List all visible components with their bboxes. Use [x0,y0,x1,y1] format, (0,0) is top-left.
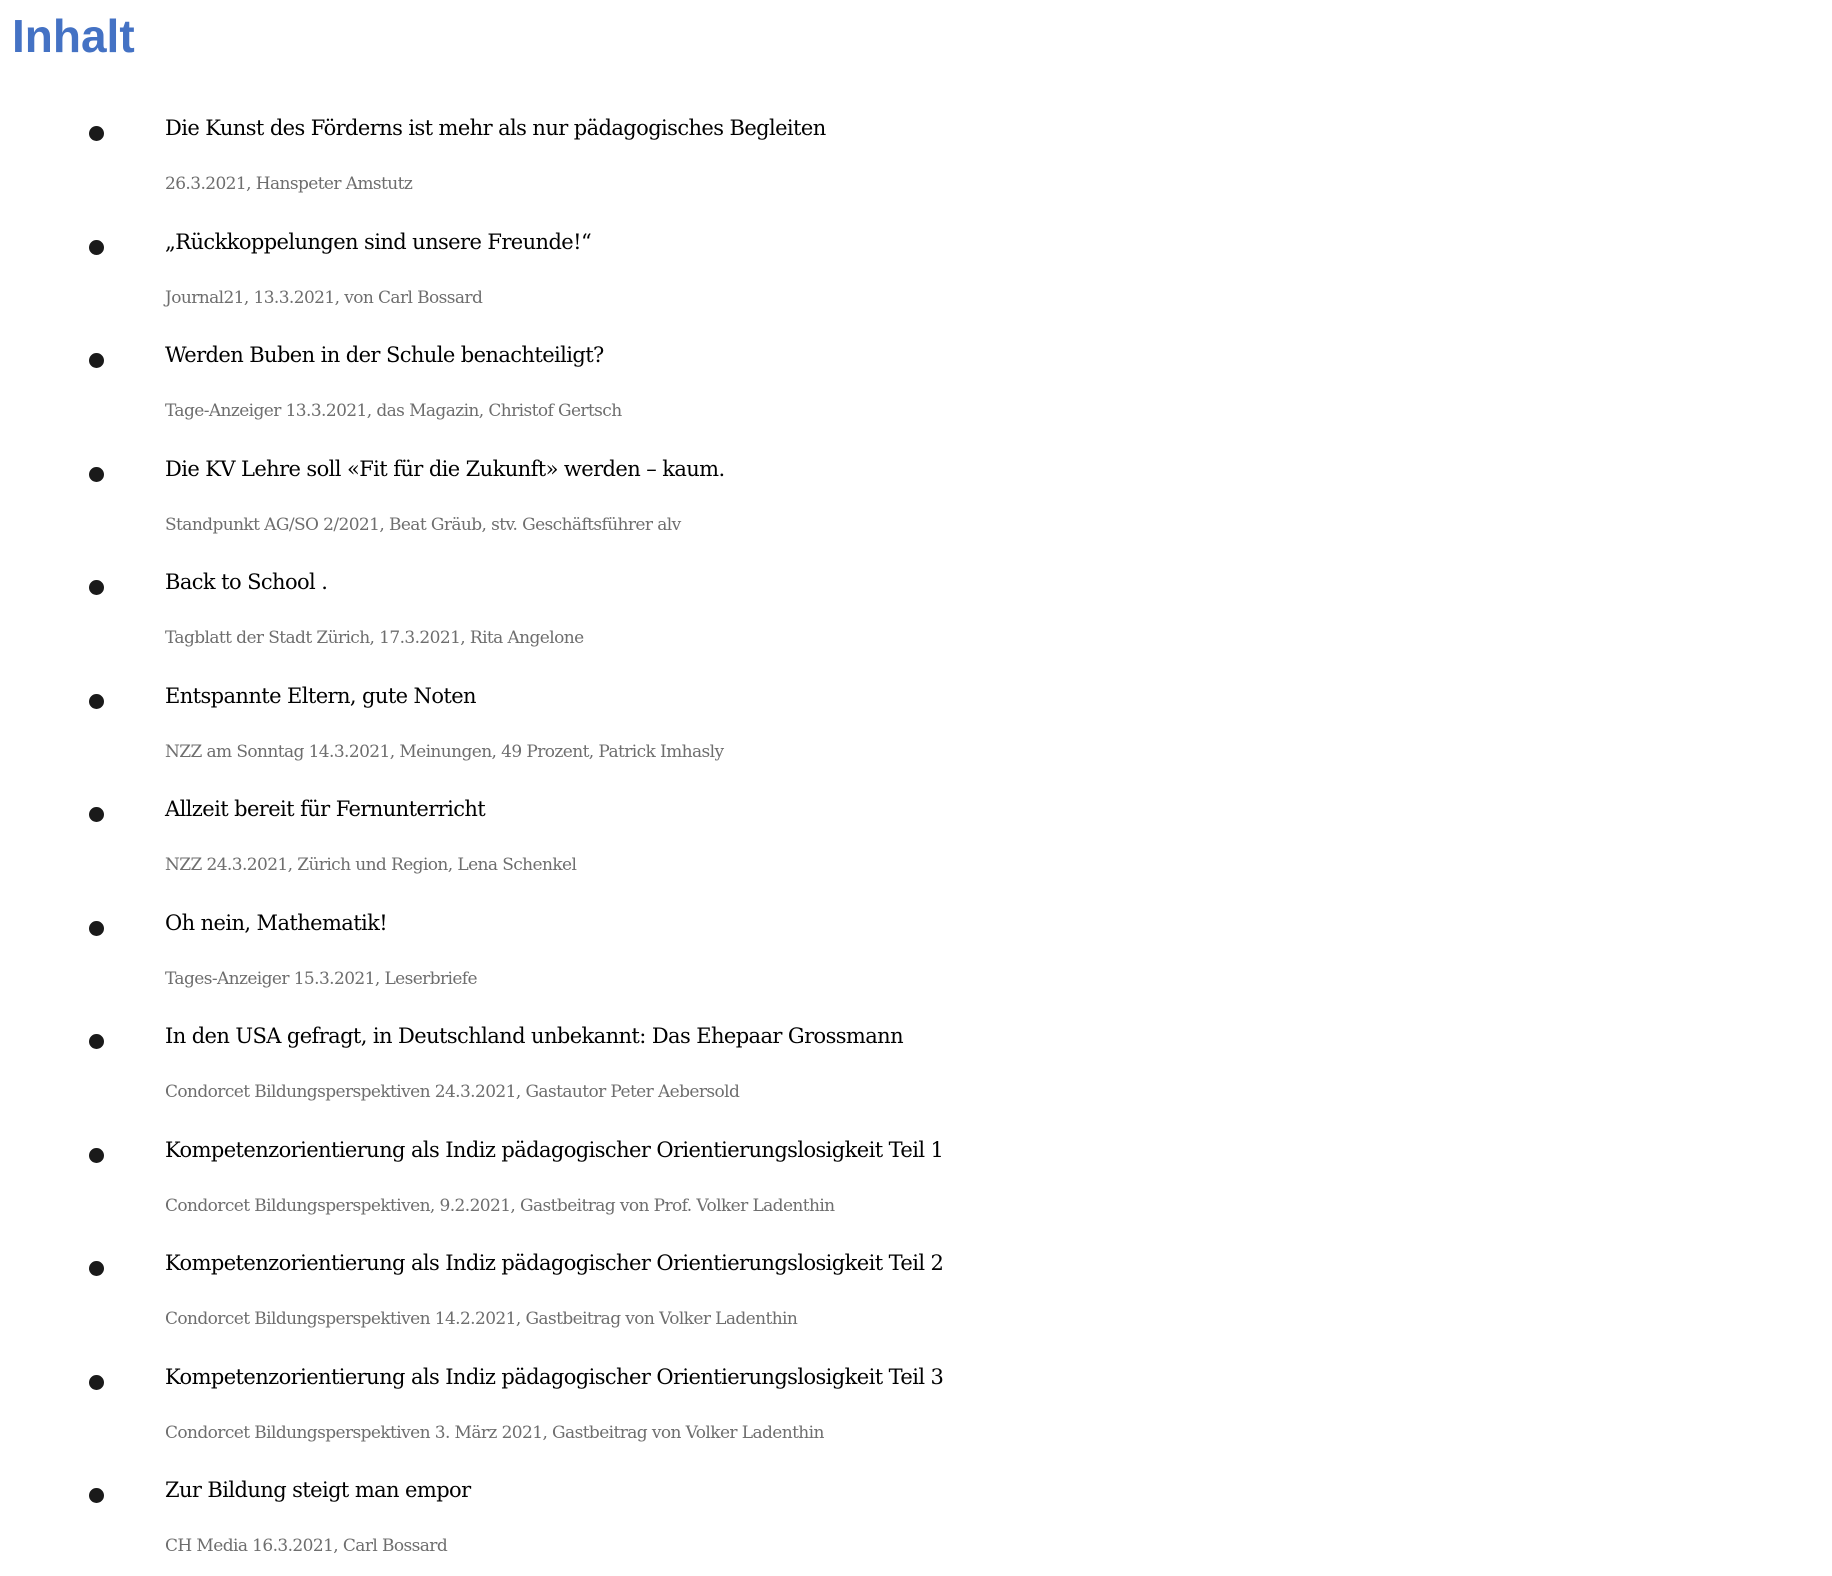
toc-item-title[interactable]: „Rückkoppelungen sind unsere Freunde!“ [165,229,592,254]
toc-item[interactable] [0,214,1832,328]
bullet-icon [89,467,104,482]
toc-list [0,100,1832,1576]
bullet-icon [89,1148,104,1163]
toc-item[interactable] [0,668,1832,782]
toc-item-meta: Tagblatt der Stadt Zürich, 17.3.2021, Rita Angelone [165,628,584,648]
toc-item-title[interactable]: Entspannte Eltern, gute Noten [165,683,476,708]
toc-item-title[interactable]: Back to School . [165,570,328,594]
toc-item-meta: Condorcet Bildungsperspektiven, 9.2.2021, Gastbeitrag von Prof. Volker Ladenthin [165,1195,835,1216]
bullet-icon [89,240,104,255]
bullet-icon [89,1034,104,1049]
toc-item[interactable] [0,100,1832,214]
toc-item-meta: NZZ am Sonntag 14.3.2021, Meinungen, 49 Prozent, Patrick Imhasly [165,741,724,762]
toc-item-meta: NZZ 24.3.2021, Zürich und Region, Lena Schenkel [165,855,577,875]
toc-item-title[interactable]: Oh nein, Mathematik! [165,910,388,935]
toc-item-meta: Condorcet Bildungsperspektiven 3. März 2021, Gastbeitrag von Volker Ladenthin [165,1422,824,1443]
toc-item-meta: Journal21, 13.3.2021, von Carl Bossard [165,287,483,308]
toc-item-meta: Standpunkt AG/SO 2/2021, Beat Gräub, stv. Geschäftsführer alv [165,514,681,535]
bullet-icon [89,126,104,141]
toc-item[interactable] [0,1122,1832,1236]
toc-item[interactable] [0,554,1832,668]
toc-item[interactable] [0,1008,1832,1122]
toc-item[interactable] [0,327,1832,441]
page-title: Inhalt [12,10,135,62]
toc-item-title[interactable]: Werden Buben in der Schule benachteiligt? [165,343,604,367]
toc-item[interactable] [0,441,1832,555]
toc-item-title[interactable]: Kompetenzorientierung als Indiz pädagogischer Orientierungslosigkeit Teil 1 [165,1137,944,1162]
toc-item-title[interactable]: Kompetenzorientierung als Indiz pädagogischer Orientierungslosigkeit Teil 3 [165,1364,944,1389]
toc-item[interactable] [0,781,1832,895]
toc-item[interactable] [0,1349,1832,1463]
bullet-icon [89,1488,104,1503]
toc-item-meta: Tages-Anzeiger 15.3.2021, Leserbriefe [165,968,477,989]
bullet-icon [89,807,104,822]
toc-item-title[interactable]: Allzeit bereit für Fernunterricht [165,797,486,821]
toc-item-title[interactable]: Zur Bildung steigt man empor [165,1478,471,1502]
bullet-icon [89,1261,104,1276]
toc-item-title[interactable]: In den USA gefragt, in Deutschland unbekannt: Das Ehepaar Grossmann [165,1024,904,1048]
toc-item[interactable] [0,1462,1832,1576]
toc-item-title[interactable]: Die Kunst des Förderns ist mehr als nur pädagogisches Begleiten [165,116,826,140]
toc-item-meta: 26.3.2021, Hanspeter Amstutz [165,174,413,194]
toc-item-title[interactable]: Die KV Lehre soll «Fit für die Zukunft» werden – kaum. [165,456,725,481]
toc-item-title[interactable]: Kompetenzorientierung als Indiz pädagogischer Orientierungslosigkeit Teil 2 [165,1251,944,1275]
bullet-icon [89,1375,104,1390]
toc-item-meta: Condorcet Bildungsperspektiven 24.3.2021, Gastautor Peter Aebersold [165,1082,740,1102]
toc-item-meta: CH Media 16.3.2021, Carl Bossard [165,1536,448,1556]
bullet-icon [89,694,104,709]
bullet-icon [89,580,104,595]
bullet-icon [89,921,104,936]
bullet-icon [89,353,104,368]
toc-item-meta: Condorcet Bildungsperspektiven 14.2.2021, Gastbeitrag von Volker Ladenthin [165,1309,798,1329]
toc-item-meta: Tage-Anzeiger 13.3.2021, das Magazin, Christof Gertsch [165,401,622,421]
toc-item[interactable] [0,1235,1832,1349]
toc-item[interactable] [0,895,1832,1009]
